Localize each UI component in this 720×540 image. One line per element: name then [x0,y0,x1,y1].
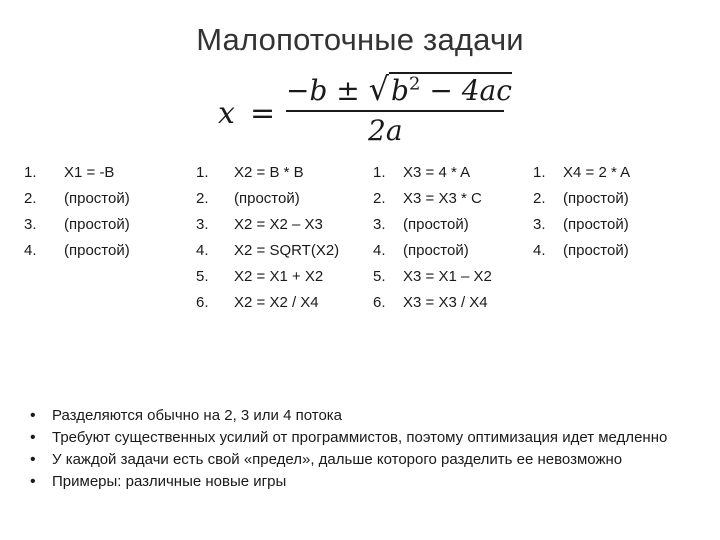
step-number: 2. [196,190,209,207]
step-number: 2. [24,190,37,207]
list-item [373,186,492,212]
radicand-b: b [391,74,409,107]
bullet-item: • У каждой задачи есть свой «предел», дальше которого разделить ее невозможно [30,449,710,471]
step-number: 1. [373,164,386,181]
step-number: 3. [196,216,209,233]
thread-column-4 [533,160,630,264]
step-number: 6. [196,294,209,311]
bullet-item: • Примеры: различные новые игры [30,471,710,493]
list-item [196,212,339,238]
list-item [24,186,130,212]
step-text: (простой) [403,216,469,233]
step-number: 3. [373,216,386,233]
thread-column-1 [24,160,130,264]
list-item [196,160,339,186]
step-number: 4. [373,242,386,259]
step-text: (простой) [64,216,130,233]
step-text: X2 = SQRT(X2) [234,242,340,259]
step-number: 5. [196,268,209,285]
list-item [533,238,630,264]
list-item [24,212,130,238]
step-text: (простой) [64,242,130,259]
step-number: 4. [533,242,546,259]
radicand-exponent: 2 [408,73,421,95]
list-item [373,160,492,186]
step-text: (простой) [64,190,130,207]
list-item [24,160,130,186]
step-number: 4. [24,242,37,259]
step-number: 1. [24,164,37,181]
step-text: X2 = X2 / X4 [234,294,319,311]
thread-4-steps [533,160,630,264]
step-number: 4. [196,242,209,259]
step-text: X3 = X3 / X4 [403,294,488,311]
step-number: 3. [533,216,546,233]
list-item [24,238,130,264]
step-number: 3. [24,216,37,233]
slide-title: Малопоточные задачи [196,22,524,57]
step-text: (простой) [563,190,629,207]
step-number: 5. [373,268,386,285]
list-item [373,290,492,316]
list-item [533,186,630,212]
formula-variable: x [218,96,235,131]
thread-1-steps [24,160,130,264]
bullet-item: • Требуют существенных усилий от программистов, поэтому оптимизация идет медленно [30,427,710,449]
list-item [196,238,339,264]
step-text: X3 = X3 * C [403,190,482,207]
step-text: (простой) [563,242,629,259]
sqrt-symbol: √ [368,70,390,108]
step-number: 2. [373,190,386,207]
thread-column-2 [196,160,339,316]
list-item [196,186,339,212]
step-text: X2 = B * B [234,164,304,181]
thread-column-3 [373,160,492,316]
radicand-rest: − 4ac [420,74,512,107]
formula-numerator-left: −b ± [286,74,369,107]
list-item [373,238,492,264]
step-text: (простой) [403,242,469,259]
list-item [533,160,630,186]
formula-numerator [286,70,512,108]
formula-radicand [389,72,512,107]
step-number: 6. [373,294,386,311]
fraction-bar [286,110,504,112]
step-number: 2. [533,190,546,207]
bullet-list [30,405,710,493]
list-item [533,212,630,238]
quadratic-formula [218,66,512,147]
step-text: X3 = X1 – X2 [403,268,492,285]
formula-equals: = [250,96,276,131]
step-text: X1 = -B [64,164,115,181]
step-text: X3 = 4 * A [403,164,471,181]
thread-2-steps [196,160,339,316]
list-item [196,290,339,316]
step-text: X4 = 2 * A [563,164,631,181]
list-item [373,264,492,290]
step-text: X2 = X2 – X3 [234,216,323,233]
step-number: 1. [196,164,209,181]
formula-denominator: 2a [368,114,403,147]
step-text: (простой) [234,190,300,207]
list-item [373,212,492,238]
step-text: X2 = X1 + X2 [234,268,324,285]
step-number: 1. [533,164,546,181]
bullet-item: • Разделяются обычно на 2, 3 или 4 потока [30,405,710,427]
thread-3-steps [373,160,492,316]
step-text: (простой) [563,216,629,233]
list-item [196,264,339,290]
